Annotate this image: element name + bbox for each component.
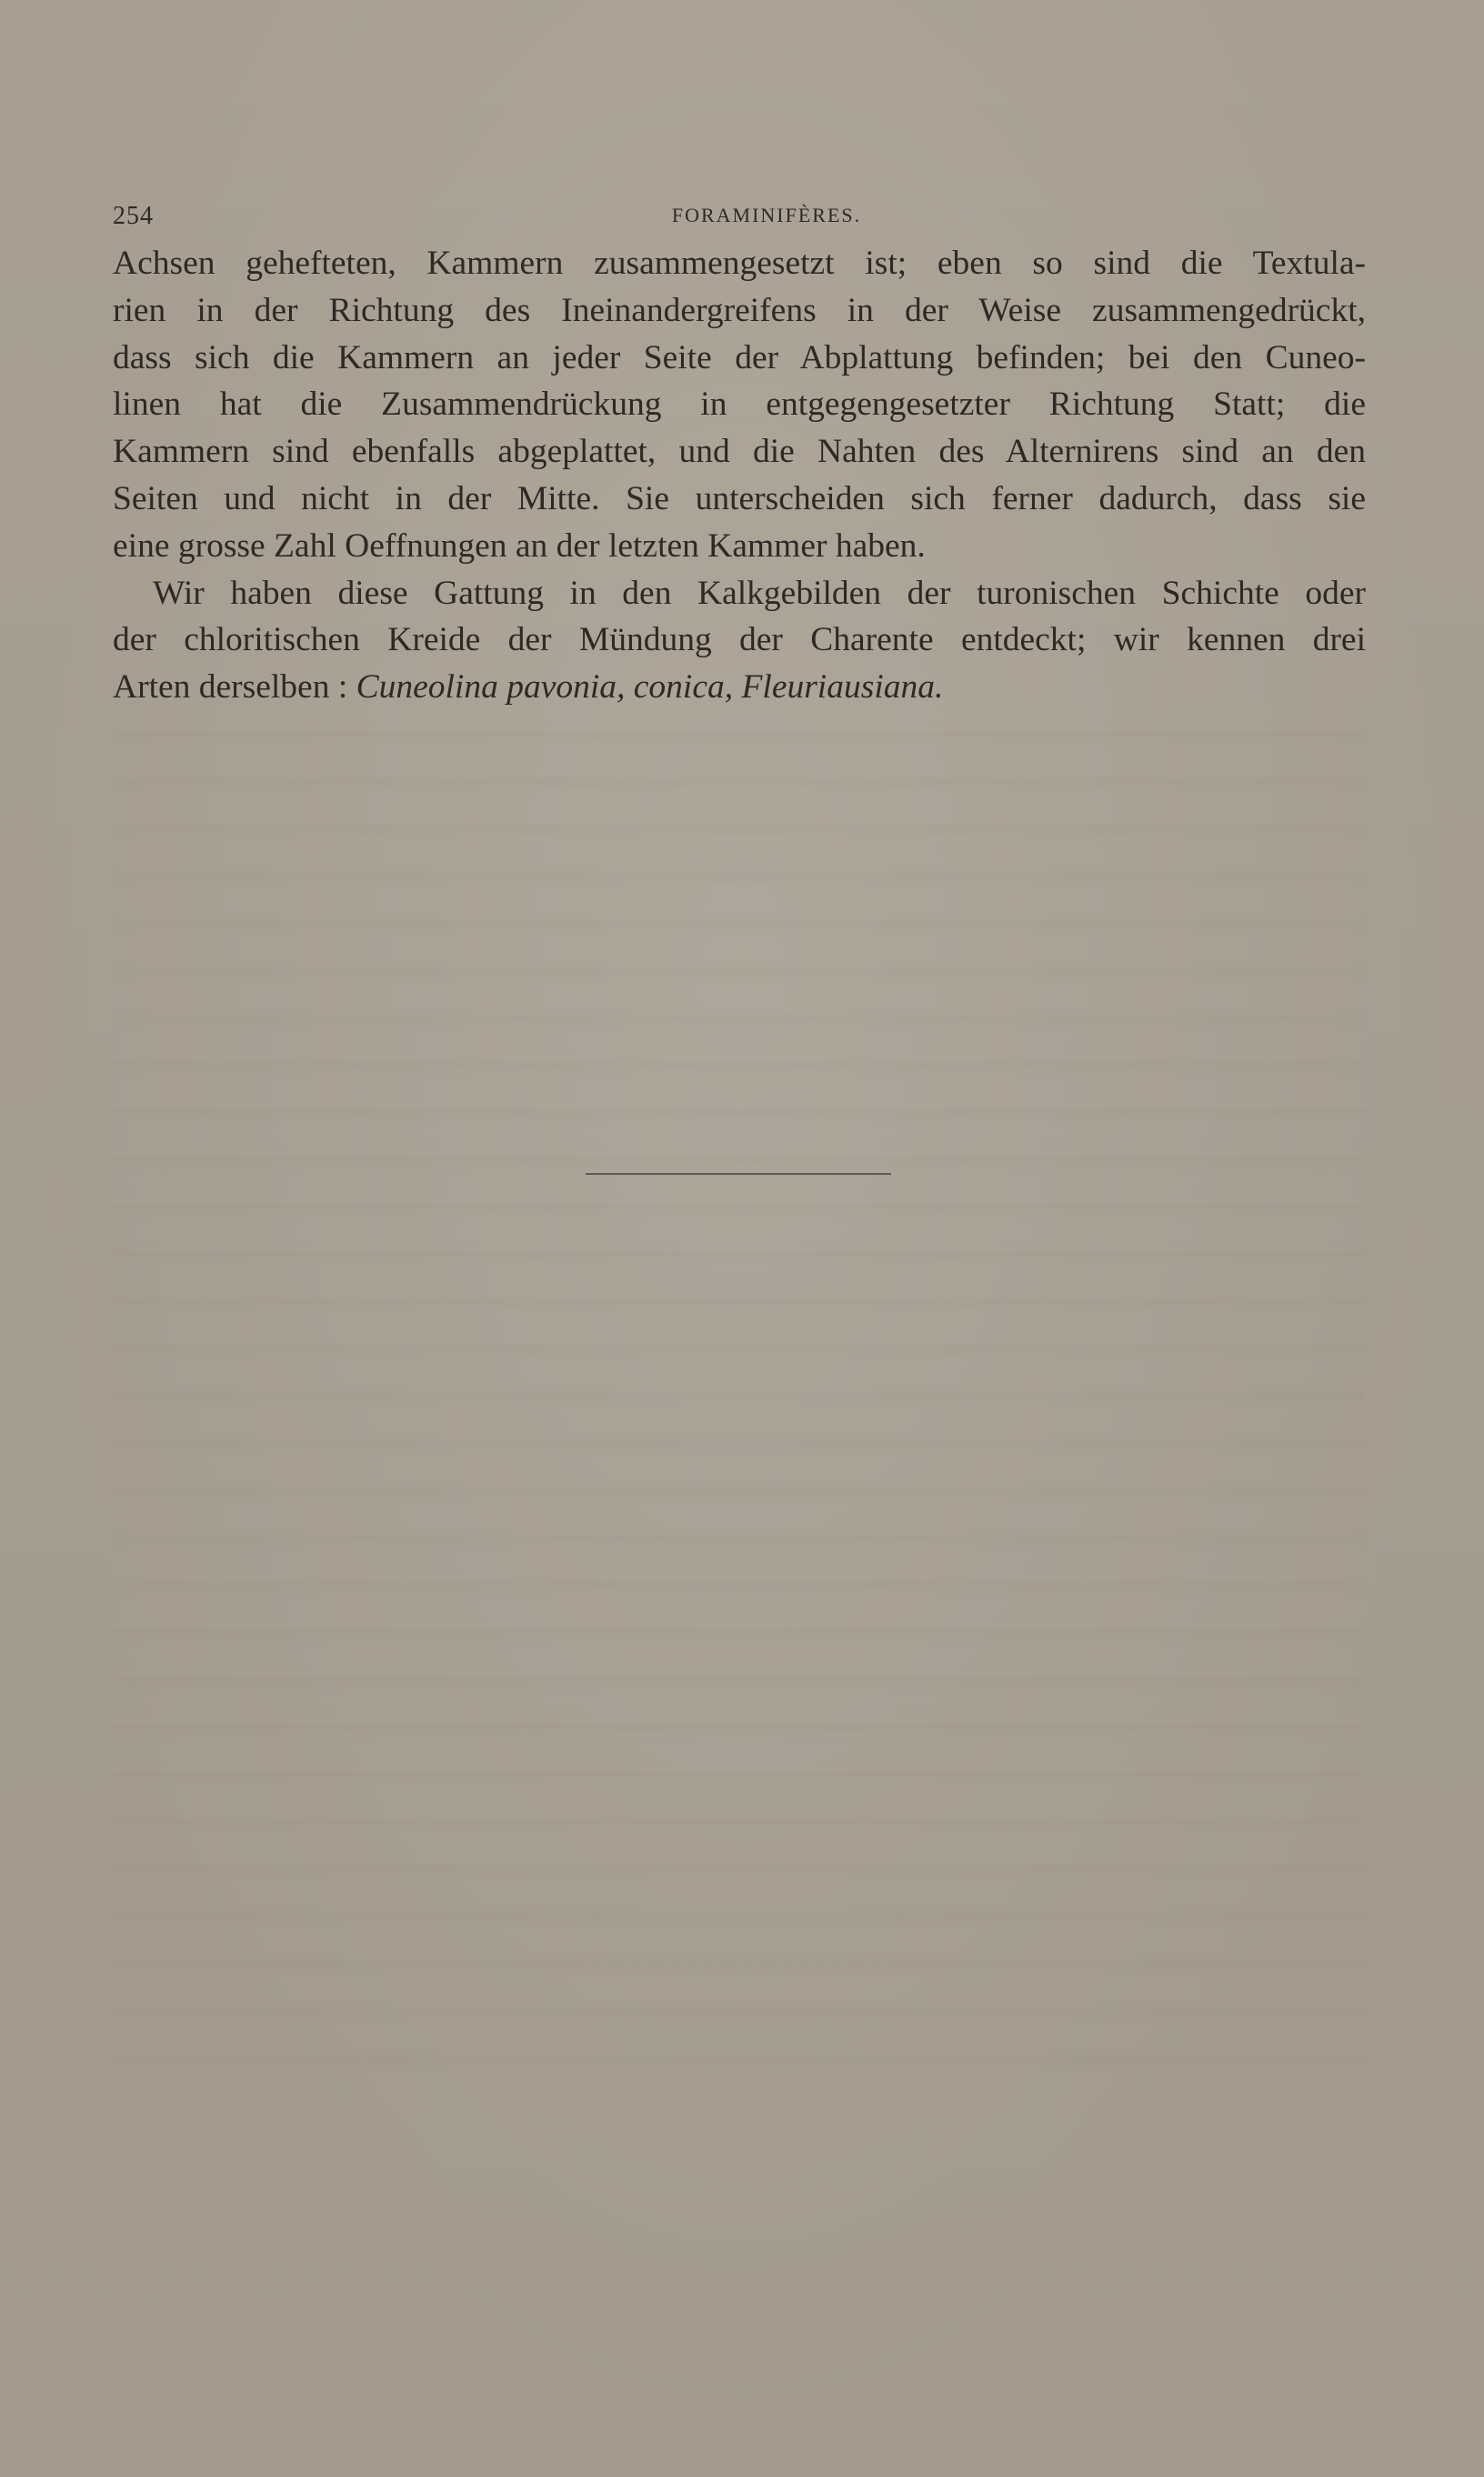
species-names: Cuneolina pavonia, conica, Fleuriausiana. bbox=[356, 668, 944, 707]
text-line: dass sich die Kammern an jeder Seite der Abplattung befinden; bei den Cuneo- bbox=[113, 338, 1366, 376]
text-line: Seiten und nicht in der Mitte. Sie unterscheiden sich ferner dadurch, dass sie bbox=[113, 479, 1366, 517]
show-through-text-area bbox=[113, 709, 1366, 2073]
text-line: Wir haben diese Gattung in den Kalkgebilden der turonischen Schichte oder bbox=[153, 574, 1366, 612]
text-line: rien in der Richtung des Ineinandergreifens in der Weise zusammengedrückt, bbox=[113, 291, 1366, 329]
text-line: Kammern sind ebenfalls abgeplattet, und die Nahten des Alternirens sind an den bbox=[113, 433, 1366, 471]
section-rule bbox=[586, 1173, 891, 1175]
body-text bbox=[113, 240, 1366, 711]
page-number: 254 bbox=[113, 202, 154, 230]
text-line: der chloritischen Kreide der Mündung der Charente entdeckt; wir kennen drei bbox=[113, 621, 1366, 659]
paragraph-2 bbox=[113, 570, 1366, 711]
running-title: FORAMINIFÈRES. bbox=[671, 204, 862, 226]
text-line: eine grosse Zahl Oeffnungen an der letzten Kammer haben. bbox=[113, 526, 926, 565]
paragraph-1 bbox=[113, 240, 1366, 570]
page-header bbox=[113, 202, 1366, 238]
text-line: Achsen gehefteten, Kammern zusammengesetzt ist; eben so sind die Textula- bbox=[113, 245, 1366, 282]
species-intro: Arten derselben : bbox=[113, 668, 348, 707]
text-line-species bbox=[113, 664, 1366, 711]
text-line: linen hat die Zusammendrückung in entgegengesetzter Richtung Statt; die bbox=[113, 386, 1366, 424]
